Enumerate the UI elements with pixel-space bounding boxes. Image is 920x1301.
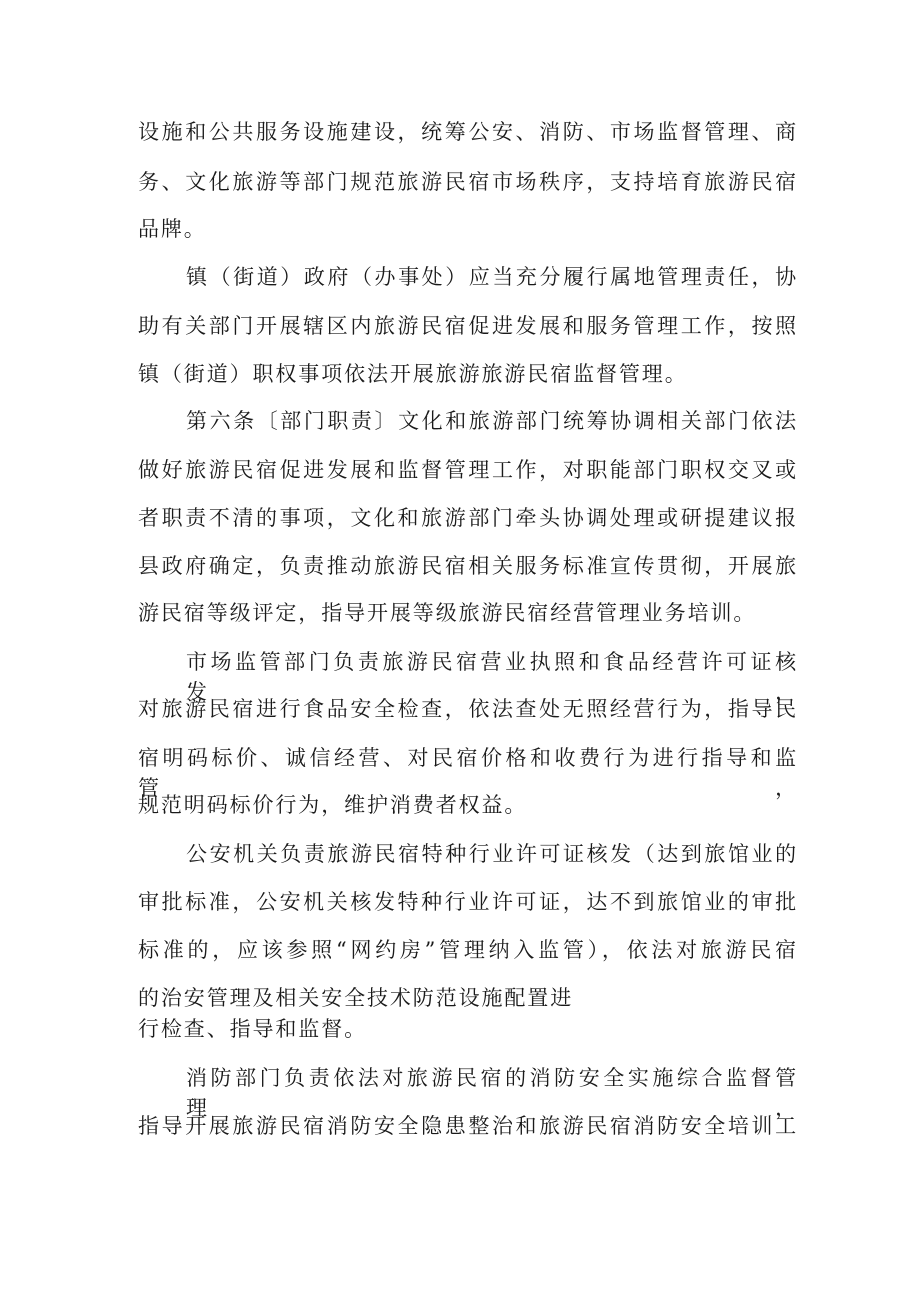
text-line: 宿明码标价、诚信经营、对民宿价格和收费行为进行指导和监管， — [138, 746, 798, 800]
text-line: 务、文化旅游等部门规范旅游民宿市场秩序，支持培育旅游民宿 — [138, 170, 798, 194]
text-line: 镇（街道）政府（办事处）应当充分履行属地管理责任，协 — [186, 265, 798, 289]
text-line: 对旅游民宿进行食品安全检查，依法查处无照经营行为，指导民 — [138, 697, 798, 721]
text-line: 品牌。 — [138, 217, 207, 241]
text-line: 审批标准，公安机关核发特种行业许可证，达不到旅馆业的审批 — [138, 890, 798, 914]
text-line: 设施和公共服务设施建设，统筹公安、消防、市场监督管理、商 — [138, 120, 798, 144]
text-line: 者职责不清的事项，文化和旅游部门牵头协调处理或研提建议报 — [138, 506, 798, 530]
text-line: 县政府确定，负责推动旅游民宿相关服务标准宣传贯彻，开展旅 — [138, 554, 798, 578]
text-line: 标准的，应该参照“网约房”管理纳入监管），依法对旅游民宿 — [138, 938, 798, 962]
text-line: 镇（街道）职权事项依法开展旅游旅游民宿监督管理。 — [138, 362, 688, 386]
text-line: 游民宿等级评定，指导开展等级旅游民宿经营管理业务培训。 — [138, 601, 757, 625]
text-line: 第六条〔部门职责〕文化和旅游部门统筹协调相关部门依法 — [186, 409, 798, 433]
text-line: 规范明码标价行为，维护消费者权益。 — [138, 793, 528, 817]
text-line: 的治安管理及相关安全技术防范设施配置进 — [138, 986, 574, 1010]
text-line: 行检查、指导和监督。 — [138, 1017, 367, 1041]
text-line: 消防部门负责依法对旅游民宿的消防安全实施综合监督管理， — [186, 1066, 798, 1120]
text-line: 市场监管部门负责旅游民宿营业执照和食品经营许可证核发， — [186, 650, 798, 704]
text-line: 做好旅游民宿促进发展和监督管理工作，对职能部门职权交叉或 — [138, 458, 798, 482]
text-line: 指导开展旅游民宿消防安全隐患整治和旅游民宿消防安全培训工 — [138, 1114, 798, 1138]
text-line: 公安机关负责旅游民宿特种行业许可证核发（达到旅馆业的 — [186, 842, 798, 866]
text-line: 助有关部门开展辖区内旅游民宿促进发展和服务管理工作，按照 — [138, 314, 798, 338]
